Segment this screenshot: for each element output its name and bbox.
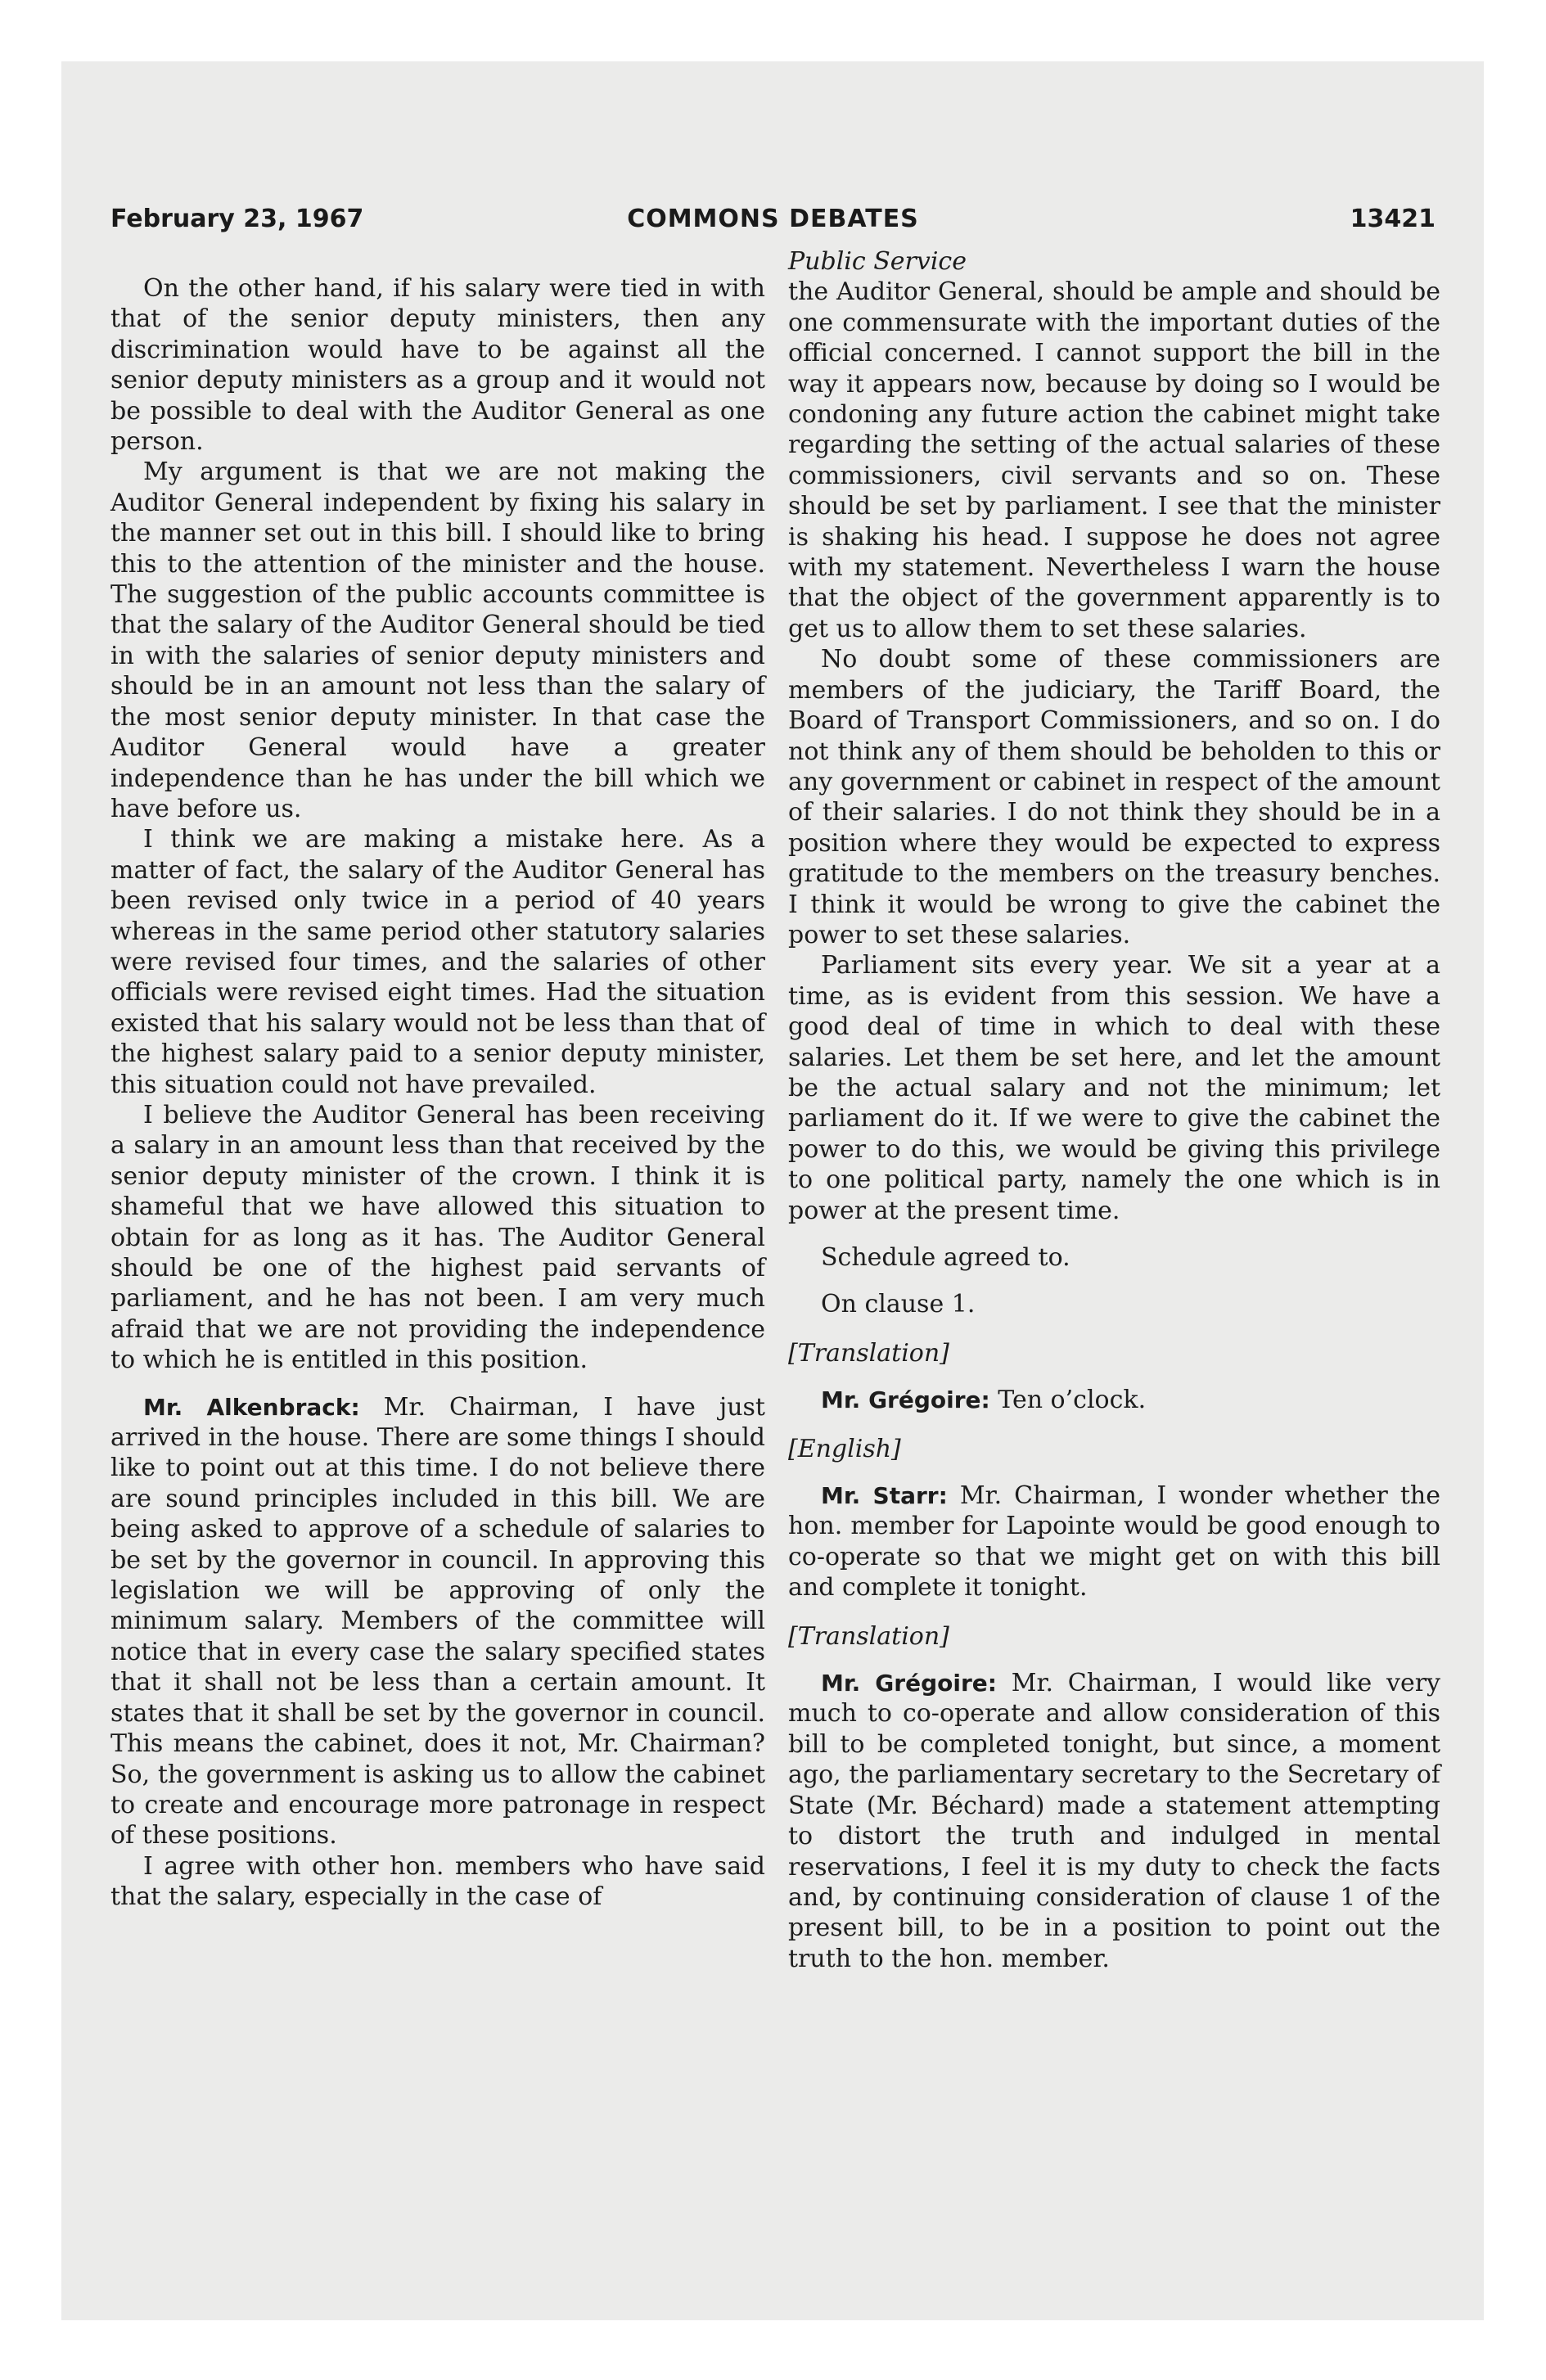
paragraph: I think we are making a mistake here. As a matter of fact, the salary of the Auditor General has been revised only twice in a period of 40 years whereas in the same period other statutory salaries were revised four times, and the salaries of other officials were revised eight times. Had the situation existed that his salary would not be less than that of the highest salary paid to a senior deputy minister, this situation could not have prevailed. (110, 825, 765, 1099)
speaker-name: Mr. Grégoire: (821, 1386, 990, 1414)
language-marker: [English] (788, 1434, 901, 1463)
speaker-name: Mr. Starr: (821, 1482, 948, 1510)
schedule-note: Schedule agreed to. (821, 1243, 1070, 1272)
paragraph: On the other hand, if his salary were tied in with that of the senior deputy ministers, then any discrimination would have to be against all the senior deputy ministers as a group and it would not be possible to deal with the Auditor General as one person. (110, 274, 765, 457)
running-head: Public Service (788, 247, 967, 276)
paragraph: I believe the Auditor General has been receiving a salary in an amount less than that received by the senior deputy minister of the crown. I think it is shameful that we have allowed this situation to obtain for as long as it has. The Auditor General should be one of the highest paid servants of parliament, and he has not been. I am very much afraid that we are not providing the independence to which he is entitled in this position. (110, 1100, 765, 1375)
paragraph: the Auditor General, should be ample and should be one commensurate with the important duties of the official concerned. I cannot support the bill in the way it appears now, because by doing so I would be condoning any future action the cabinet might take regarding the setting of the actual salaries of these commissioners, civil servants and so on. These should be set by parliament. I see that the minister is shaking his head. I suppose he does not agree with my statement. Nevertheless I warn the house that the object of the government apparently is to get us to allow them to set these salaries. (788, 277, 1440, 643)
speech-text: Mr. Chairman, I wonder whether the hon. member for Lapointe would be good enough to co-operate so that we might get on with this bill and complete it tonight. (788, 1481, 1440, 1602)
paragraph: No doubt some of these commissioners are members of the judiciary, the Tariff Board, the Board of Transport Commissioners, and so on. I do not think any of them should be beholden to this or any government or cabinet in respect of the amount of their salaries. I do not think they should be in a position where they would be expected to express gratitude to the members on the treasury benches. I think it would be wrong to give the cabinet the power to set these salaries. (788, 645, 1440, 949)
speech-text: Mr. Chairman, I have just arrived in the house. There are some things I should like to point out at this time. I do not believe there are sound principles included in this bill. We are being asked to approve of a schedule of salaries to be set by the governor in council. In approving this legislation we will be approving of only the minimum salary. Members of the committee will notice that in every case the salary specified states that it shall not be less than a certain amount. It states that it shall be set by the governor in council. This means the cabinet, does it not, Mr. Chairman? So, the government is asking us to allow the cabinet to create and encourage more patronage in respect of these positions. (110, 1392, 765, 1850)
speech-text: Ten o’clock. (998, 1386, 1147, 1415)
speech (788, 1668, 1440, 1974)
header-date: February 23, 1967 (110, 205, 364, 233)
speech (110, 1392, 765, 1851)
translation-marker: [Translation] (788, 1338, 949, 1368)
header-page-number: 13421 (1350, 205, 1436, 233)
speech-text: Mr. Chairman, I would like very much to co-operate and allow consideration of this bill to be completed tonight, but since, a moment ago, the parliamentary secretary to the Secretary of State (Mr. Béchard) made a statement attempting to distort the truth and indulged in mental reservations, I feel it is my duty to check the facts and, by continuing consideration of clause 1 of the present bill, to be in a position to point out the truth to the hon. member. (788, 1669, 1440, 1973)
speaker-name: Mr. Grégoire: (821, 1670, 997, 1697)
paragraph: My argument is that we are not making the Auditor General independent by fixing his salary in the manner set out in this bill. I should like to bring this to the attention of the minister and the house. The suggestion of the public accounts committee is that the salary of the Auditor General should be tied in with the salaries of senior deputy ministers and should be in an amount not less than the salary of the most senior deputy minister. In that case the Auditor General would have a greater independence than he has under the bill which we have before us. (110, 458, 765, 823)
speaker-name: Mr. Alkenbrack: (143, 1393, 360, 1421)
right-column (788, 246, 1440, 1974)
paragraph: I agree with other hon. members who have said that the salary, especially in the case of (110, 1851, 765, 1912)
speech (788, 1481, 1440, 1603)
translation-marker: [Translation] (788, 1621, 949, 1651)
left-column (110, 273, 765, 1913)
speech (788, 1385, 1440, 1415)
paragraph: Parliament sits every year. We sit a year at a time, as is evident from this session. We have a good deal of time in which to deal with these salaries. Let them be set here, and let the amount be the actual salary and not the minimum; let parliament do it. If we were to give the cabinet the power to do this, we would be giving this privilege to one political party, namely the one which is in power at the present time. (788, 951, 1440, 1225)
clause-note: On clause 1. (821, 1290, 976, 1319)
page-header (110, 205, 1436, 241)
header-title: COMMONS DEBATES (627, 205, 919, 233)
